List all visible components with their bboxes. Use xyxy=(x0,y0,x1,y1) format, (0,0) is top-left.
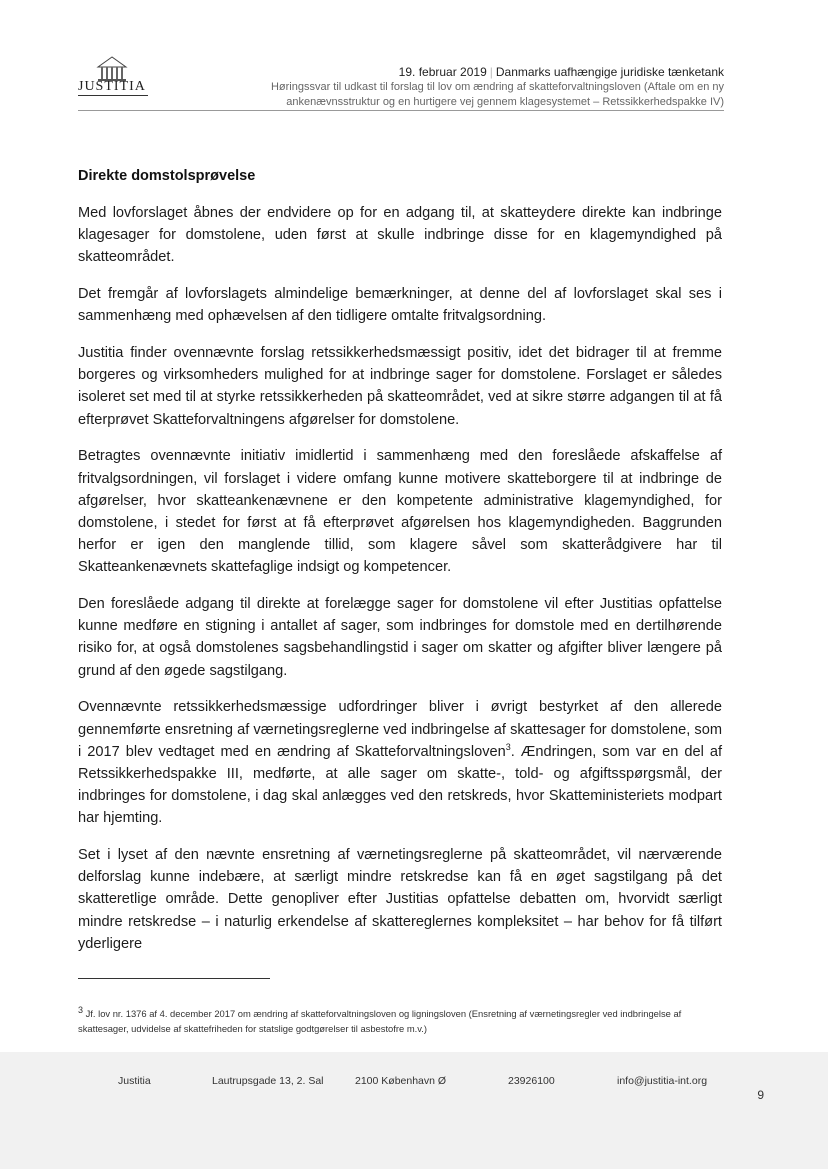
footer-band xyxy=(0,1052,828,1169)
paragraph-text: . Ændringen, som var en del af Retssikkerhedspakke III, medførte, at alle sager om skatte-, told- og afgiftsspørgsmål, der indbringes for domstolene, i dag skal anlægges ved den retskreds, hvor Skatteministeriets modpart har hjemting. xyxy=(78,743,722,827)
paragraph-with-footnote xyxy=(78,696,722,829)
header-subtitle-1: Høringssvar til udkast til forslag til lov om ændring af skatteforvaltningsloven (Aftale om en ny xyxy=(270,81,724,93)
paragraph-text: Ovennævnte retssikkerhedsmæssige udfordringer bliver i øvrigt bestyrket af den allerede gennemførte ensretning af værnetingsreglerne ved indbringelse af skattesager for domstolene, som i 2017 blev vedtaget med en ændring af Skatteforvaltningsloven xyxy=(78,699,722,760)
header-subtitle-2: ankenævnsstruktur og en hurtigere vej gennem klagesystemet – Retssikkerhedspakke IV) xyxy=(286,96,724,108)
footnote-divider xyxy=(78,978,270,979)
justitia-logo xyxy=(78,55,148,97)
header-rule xyxy=(78,110,724,111)
footer-phone: 23926100 xyxy=(508,1075,555,1087)
header-date-line xyxy=(164,64,724,80)
footer-email[interactable]: info@justitia-int.org xyxy=(617,1075,708,1087)
paragraph: Set i lyset af den nævnte ensretning af værnetingsreglerne på skatteområdet, vil nærværende delforslag kunne indebære, at særligt mindre retskredse kan få en øget sagstilgang på det skatteretlige område. Dette genopliver efter Justitias opfattelse debatten om, hvorvidt særligt mindre retskredse – i naturlig erkendelse af skattereglernes kompleksitet – har behov for få tilført yderligere xyxy=(78,847,722,952)
header-date: 19. februar 2019 xyxy=(398,65,487,79)
header-separator: | xyxy=(489,65,493,79)
footnote xyxy=(78,1006,722,1036)
footer-name: Justitia xyxy=(118,1075,151,1087)
paragraph: Det fremgår af lovforslagets almindelige bemærkninger, at denne del af lovforslaget skal ses i sammenhæng med ophævelsen af den tidligere omtalte fritvalgsordning. xyxy=(78,286,722,325)
paragraph: Den foreslåede adgang til direkte at forelægge sager for domstolene vil efter Justitias opfattelse kunne medføre en stigning i antallet af sager, som indbringes for domstole med en dertilhørende risiko for, at også domstolenes sagsbehandlingstid i sager om skatter og afgifter bliver længere på grund af den øgede sagstilgang. xyxy=(78,596,722,679)
page-number: 9 xyxy=(757,1088,764,1102)
header-organization: Danmarks uafhængige juridiske tænketank xyxy=(495,65,724,79)
footnote-number: 3 xyxy=(78,1004,84,1015)
section-title: Direkte domstolsprøvelse xyxy=(78,168,256,184)
main-content xyxy=(78,168,722,970)
footnote-reference[interactable]: 3 xyxy=(505,741,511,752)
paragraph: Med lovforslaget åbnes der endvidere op for en adgang til, at skatteydere direkte kan indbringe klagesager for domstolene, uden først at skulle indbringe disse for en klagemyndighed på skatteområdet. xyxy=(78,205,722,266)
paragraph: Betragtes ovennævnte initiativ imidlertid i sammenhæng med den foreslåede afskaffelse af fritvalgsordningen, vil forslaget i videre omfang kunne motivere skatteborgere til at indbringe de afgørelser, hvor skatteankenævnene er den kompetente administrative klagemyndighed, for domstolene, i stedet for først at få efterprøvet afgørelsen hos klagemyndigheden. Baggrunden herfor er igen den manglende tillid, som klagere såvel som skatterådgivere har til Skatteankenævnets skattefaglige indsigt og kompetencer. xyxy=(78,448,722,576)
paragraph: Justitia finder ovennævnte forslag retssikkerhedsmæssigt positiv, idet det bidrager til at fremme borgeres og virksomheders mulighed for at indbringe sager for domstolene. Forslaget er således isoleret set med til at styrke retssikkerheden på skatteområdet, ved at sikre større adgangen til at få efterprøvet Skatteforvaltningens afgørelser for domstolene. xyxy=(78,345,722,428)
footer-city: 2100 København Ø xyxy=(355,1075,447,1087)
footer-address: Lautrupsgade 13, 2. Sal xyxy=(212,1075,324,1087)
footnote-text: Jf. lov nr. 1376 af 4. december 2017 om ændring af skatteforvaltningsloven og ligningsloven (Ensretning af værnetingsregler ved indbringelse af skattesager, udvidelse af skattefriheden for statslige godtgørelser til asbestofre m.v.) xyxy=(78,1008,682,1034)
document-header xyxy=(164,64,724,110)
logo-text: JUSTITIA xyxy=(78,79,148,96)
